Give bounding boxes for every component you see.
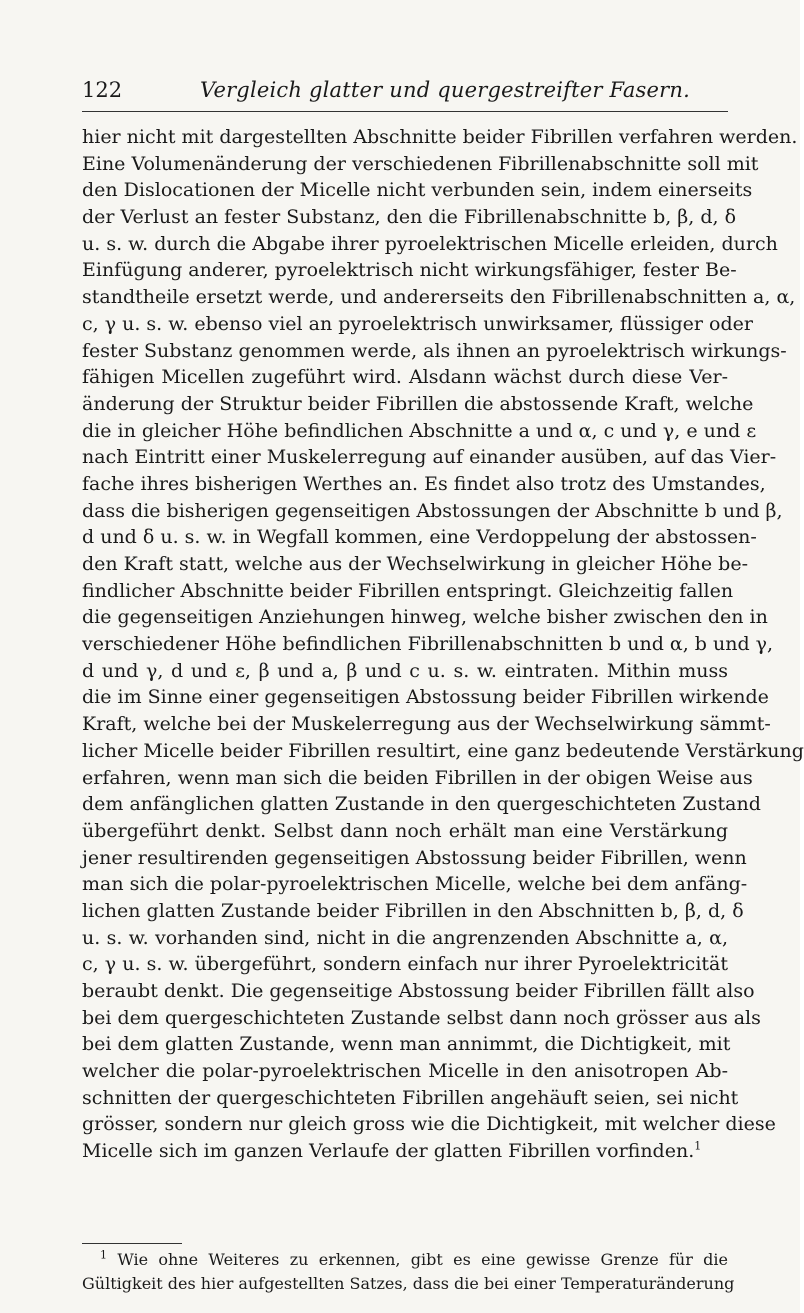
text-line: u. s. w. vorhanden sind, nicht in die angrenzenden Abschnitte a, α,: [82, 926, 728, 949]
text-line: man sich die polar-pyroelektrischen Micelle, welche bei dem anfäng-: [82, 873, 748, 896]
text-line: findlicher Abschnitte beider Fibrillen entspringt. Gleichzeitig fallen: [82, 579, 734, 602]
text-line: nach Eintritt einer Muskelerregung auf einander ausüben, auf das Vier-: [82, 446, 777, 469]
text-line: die in gleicher Höhe befindlichen Abschnitte a und α, c und γ, e und ε: [82, 419, 757, 442]
text-line: fähigen Micellen zugeführt wird. Alsdann wächst durch diese Ver-: [82, 366, 728, 389]
text-line: d und γ, d und ε, β und a, β und c u. s. w. eintraten. Mithin muss: [82, 659, 728, 682]
text-line: den Dislocationen der Micelle nicht verbunden sein, indem einerseits: [82, 179, 753, 202]
text-line: änderung der Struktur beider Fibrillen die abstossende Kraft, welche: [82, 392, 754, 415]
text-line: bei dem glatten Zustande, wenn man annimmt, die Dichtigkeit, mit: [82, 1033, 731, 1056]
text-line: erfahren, wenn man sich die beiden Fibrillen in der obigen Weise aus: [82, 766, 753, 789]
text-line: Einfügung anderer, pyroelektrisch nicht wirkungsfähiger, fester Be-: [82, 259, 737, 282]
body-text: [82, 124, 804, 1165]
text-line: Kraft, welche bei der Muskelerregung aus der Wechselwirkung sämmt-: [82, 713, 771, 736]
text-line-last: [82, 1138, 728, 1165]
text-line: hier nicht mit dargestellten Abschnitte beider Fibrillen verfahren werden.: [82, 126, 798, 148]
text-line: c, γ u. s. w. übergeführt, sondern einfach nur ihrer Pyroelektricität: [82, 953, 728, 976]
page-header: [82, 78, 728, 108]
footnotes: [82, 1248, 735, 1296]
footnote-text: Wie ohne Weiteres zu erkennen, gibt es eine gewisse Grenze für die: [117, 1250, 728, 1269]
text-line: Eine Volumenänderung der verschiedenen Fibrillenabschnitte soll mit: [82, 152, 759, 175]
text-line: schnitten der quergeschichteten Fibrillen angehäuft seien, sei nicht: [82, 1086, 739, 1109]
text-line: u. s. w. durch die Abgabe ihrer pyroelektrischen Micelle erleiden, durch: [82, 232, 778, 255]
text-line: welcher die polar-pyroelektrischen Micelle in den anisotropen Ab-: [82, 1060, 728, 1083]
header-rule: [82, 111, 728, 112]
text-line: jener resultirenden gegenseitigen Abstossung beider Fibrillen, wenn: [82, 846, 747, 869]
running-title: Vergleich glatter und quergestreifter Fasern.: [200, 78, 691, 102]
text-line: der Verlust an fester Substanz, den die Fibrillenabschnitte b, β, d, δ: [82, 206, 737, 229]
text-line: c, γ u. s. w. ebenso viel an pyroelektrisch unwirksamer, flüssiger oder: [82, 312, 753, 335]
footnote-marker: 1: [100, 1248, 107, 1262]
page-number: 122: [82, 78, 123, 102]
text-line: die im Sinne einer gegenseitigen Abstossung beider Fibrillen wirkende: [82, 686, 769, 709]
text-line: dass die bisherigen gegenseitigen Abstossungen der Abschnitte b und β,: [82, 499, 783, 522]
footnote-line: Gültigkeit des hier aufgestellten Satzes, dass die bei einer Temperaturänderung: [82, 1274, 735, 1293]
text-line: fache ihres bisherigen Werthes an. Es findet also trotz des Umstandes,: [82, 472, 766, 495]
footnote-reference: 1: [694, 1139, 702, 1153]
text-line: beraubt denkt. Die gegenseitige Abstossung beider Fibrillen fällt also: [82, 980, 755, 1002]
text-line: licher Micelle beider Fibrillen resultirt, eine ganz bedeutende Verstärkung: [82, 739, 804, 762]
text-line: bei dem quergeschichteten Zustande selbst dann noch grösser aus als: [82, 1006, 761, 1029]
text-line: die gegenseitigen Anziehungen hinweg, welche bisher zwischen den in: [82, 606, 768, 629]
footnote-line: [82, 1248, 728, 1272]
text-line: standtheile ersetzt werde, und andererseits den Fibrillenabschnitten a, α,: [82, 286, 796, 309]
text-line: grösser, sondern nur gleich gross wie die Dichtigkeit, mit welcher diese: [82, 1113, 776, 1136]
text-line-content: Micelle sich im ganzen Verlaufe der glatten Fibrillen vorfinden.: [82, 1140, 695, 1163]
text-line: verschiedener Höhe befindlichen Fibrillenabschnitten b und α, b und γ,: [82, 633, 774, 656]
text-line: lichen glatten Zustande beider Fibrillen in den Abschnitten b, β, d, δ: [82, 899, 744, 922]
text-line: übergeführt denkt. Selbst dann noch erhält man eine Verstärkung: [82, 819, 728, 842]
text-line: den Kraft statt, welche aus der Wechselwirkung in gleicher Höhe be-: [82, 553, 748, 575]
text-line: d und δ u. s. w. in Wegfall kommen, eine Verdoppelung der abstossen-: [82, 526, 757, 549]
text-line: dem anfänglichen glatten Zustande in den quergeschichteten Zustand: [82, 793, 761, 816]
footnote-rule: [82, 1243, 182, 1244]
text-line: fester Substanz genommen werde, als ihnen an pyroelektrisch wirkungs-: [82, 339, 787, 362]
